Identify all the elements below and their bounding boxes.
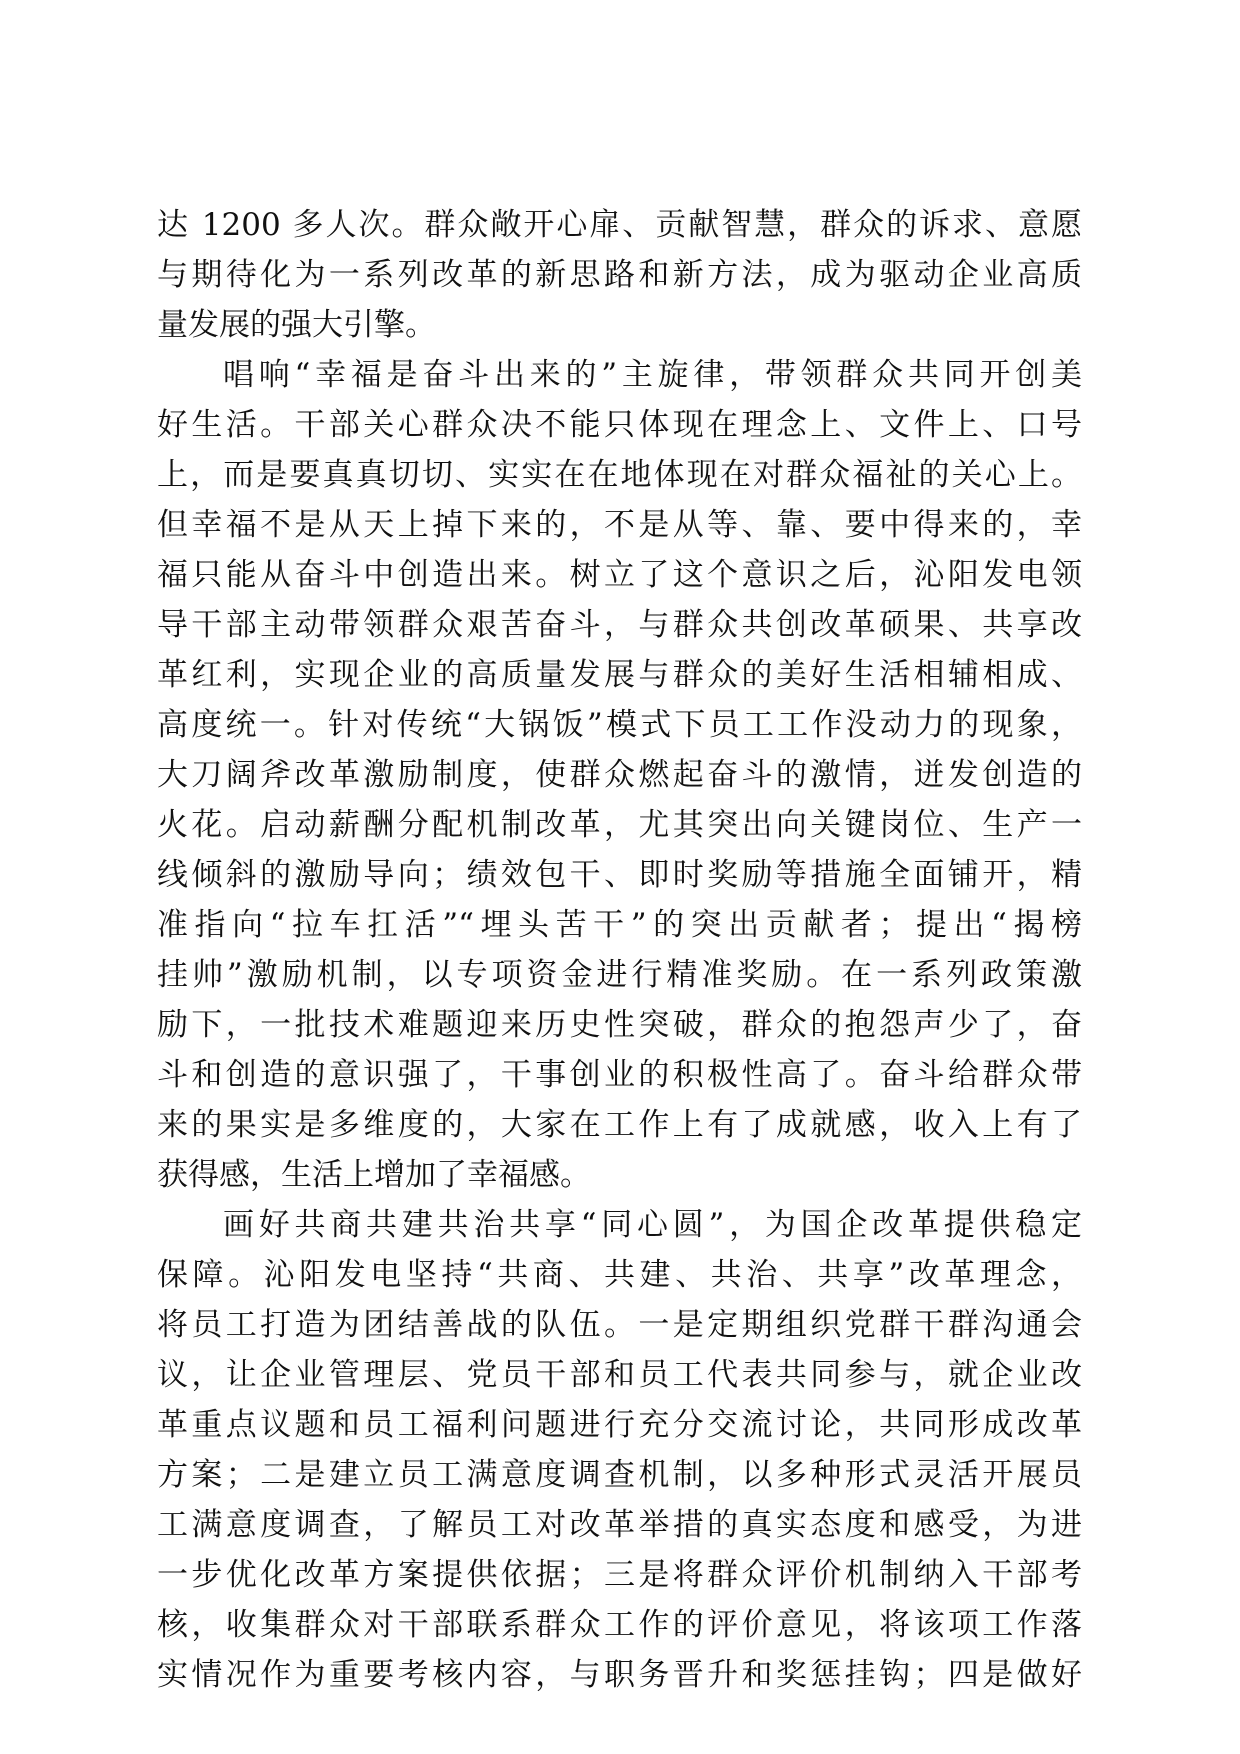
text-line: 与期待化为一系列改革的新思路和新方法，成为驱动企业高质 bbox=[157, 257, 1082, 293]
text-line: 工满意度调查，了解员工对改革举措的真实态度和感受，为进 bbox=[157, 1507, 1082, 1543]
text-line: 方案；二是建立员工满意度调查机制，以多种形式灵活开展员 bbox=[157, 1457, 1082, 1493]
text-line: 保障。沁阳发电坚持“共商、共建、共治、共享”改革理念， bbox=[157, 1257, 1082, 1293]
text-line: 将员工打造为团结善战的队伍。一是定期组织党群干群沟通会 bbox=[157, 1307, 1082, 1343]
paragraph bbox=[157, 1200, 1082, 1700]
text-line: 唱响“幸福是奋斗出来的”主旋律，带领群众共同开创美 bbox=[223, 357, 1082, 393]
text-line: 达 1200 多人次。群众敞开心扉、贡献智慧，群众的诉求、意愿 bbox=[157, 207, 1082, 243]
text-line: 但幸福不是从天上掉下来的，不是从等、靠、要中得来的，幸 bbox=[157, 507, 1082, 543]
text-line: 议，让企业管理层、党员干部和员工代表共同参与，就企业改 bbox=[157, 1357, 1082, 1393]
text-line: 革红利，实现企业的高质量发展与群众的美好生活相辅相成、 bbox=[157, 657, 1082, 693]
text-line: 导干部主动带领群众艰苦奋斗，与群众共创改革硕果、共享改 bbox=[157, 607, 1082, 643]
text-line: 获得感，生活上增加了幸福感。 bbox=[157, 1157, 591, 1193]
text-line: 实情况作为重要考核内容，与职务晋升和奖惩挂钩；四是做好 bbox=[157, 1657, 1082, 1693]
text-line: 大刀阔斧改革激励制度，使群众燃起奋斗的激情，迸发创造的 bbox=[157, 757, 1082, 793]
text-line: 画好共商共建共治共享“同心圆”，为国企改革提供稳定 bbox=[223, 1207, 1082, 1243]
text-line: 火花。启动薪酬分配机制改革，尤其突出向关键岗位、生产一 bbox=[157, 807, 1082, 843]
text-line: 革重点议题和员工福利问题进行充分交流讨论，共同形成改革 bbox=[157, 1407, 1082, 1443]
text-line: 斗和创造的意识强了，干事创业的积极性高了。奋斗给群众带 bbox=[157, 1057, 1082, 1093]
text-line: 线倾斜的激励导向；绩效包干、即时奖励等措施全面铺开，精 bbox=[157, 857, 1082, 893]
text-line: 励下，一批技术难题迎来历史性突破，群众的抱怨声少了，奋 bbox=[157, 1007, 1082, 1043]
text-line: 上，而是要真真切切、实实在在地体现在对群众福祉的关心上。 bbox=[157, 457, 1082, 493]
paragraph bbox=[157, 200, 1082, 350]
text-line: 好生活。干部关心群众决不能只体现在理念上、文件上、口号 bbox=[157, 407, 1082, 443]
text-line: 福只能从奋斗中创造出来。树立了这个意识之后，沁阳发电领 bbox=[157, 557, 1082, 593]
text-line: 量发展的强大引擎。 bbox=[157, 307, 436, 343]
document-body-text bbox=[157, 200, 1082, 1700]
text-line: 核，收集群众对干部联系群众工作的评价意见，将该项工作落 bbox=[157, 1607, 1082, 1643]
text-line: 挂帅”激励机制，以专项资金进行精准奖励。在一系列政策激 bbox=[157, 957, 1082, 993]
text-line: 准指向“拉车扛活”“埋头苦干”的突出贡献者；提出“揭榜 bbox=[157, 907, 1082, 943]
paragraph bbox=[157, 350, 1082, 1200]
text-line: 一步优化改革方案提供依据；三是将群众评价机制纳入干部考 bbox=[157, 1557, 1082, 1593]
text-line: 高度统一。针对传统“大锅饭”模式下员工工作没动力的现象， bbox=[157, 707, 1082, 743]
text-line: 来的果实是多维度的，大家在工作上有了成就感，收入上有了 bbox=[157, 1107, 1082, 1143]
